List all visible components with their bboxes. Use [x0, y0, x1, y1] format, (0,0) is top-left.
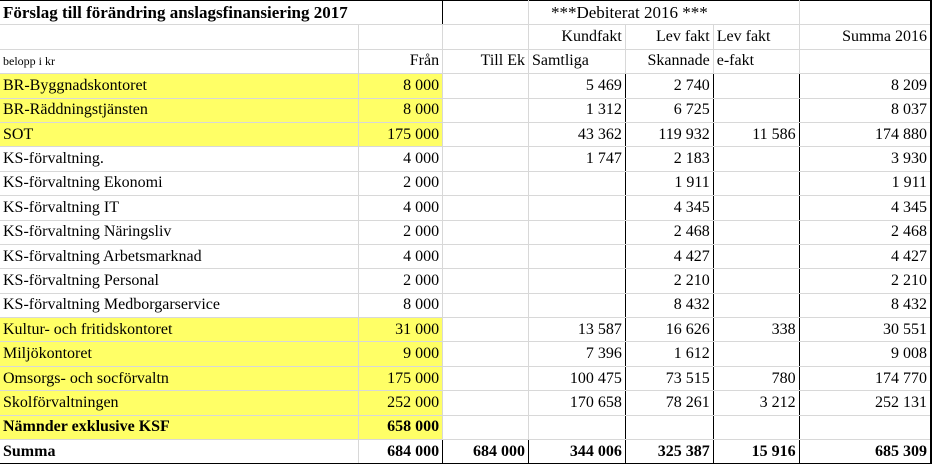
row-name-cell[interactable]: KS-förvaltning Näringsliv: [0, 220, 359, 244]
kundfakt-cell[interactable]: 5 469: [528, 74, 625, 98]
fran-cell[interactable]: 2 000: [359, 220, 443, 244]
fran-cell[interactable]: 658 000: [359, 415, 443, 439]
total-levfakt-e-cell[interactable]: 15 916: [713, 440, 799, 464]
levfakt-skann-cell[interactable]: 1 911: [625, 171, 713, 195]
row-name-cell[interactable]: KS-förvaltning Arbetsmarknad: [0, 244, 359, 268]
kundfakt-cell[interactable]: [528, 171, 625, 195]
fran-cell[interactable]: 4 000: [359, 147, 443, 171]
kundfakt-cell[interactable]: 170 658: [528, 391, 625, 415]
summa-cell[interactable]: 174 880: [799, 122, 931, 146]
summa-cell[interactable]: 8 209: [799, 74, 931, 98]
till-ek-cell[interactable]: [443, 269, 529, 293]
fran-cell[interactable]: 9 000: [359, 342, 443, 366]
levfakt-e-cell[interactable]: 3 212: [713, 391, 799, 415]
row-name-cell[interactable]: KS-förvaltning Personal: [0, 269, 359, 293]
table-row: [0, 269, 931, 293]
levfakt-skann-cell[interactable]: 2 183: [625, 147, 713, 171]
fran-cell[interactable]: 31 000: [359, 318, 443, 342]
till-ek-cell[interactable]: [443, 196, 529, 220]
kundfakt-cell[interactable]: 13 587: [528, 318, 625, 342]
table-row: [0, 220, 931, 244]
row-name-cell[interactable]: BR-Byggnadskontoret: [0, 74, 359, 98]
empty-cell[interactable]: [0, 25, 359, 49]
levfakt-e-cell[interactable]: [713, 244, 799, 268]
kundfakt-cell[interactable]: 1 747: [528, 147, 625, 171]
kundfakt-cell[interactable]: 1 312: [528, 98, 625, 122]
row-name-cell[interactable]: KS-förvaltning IT: [0, 196, 359, 220]
table-row: [0, 391, 931, 415]
fran-cell[interactable]: 252 000: [359, 391, 443, 415]
levfakt-skann-cell[interactable]: 2 468: [625, 220, 713, 244]
empty-cell[interactable]: [443, 25, 529, 49]
levfakt-skann-cell[interactable]: 73 515: [625, 366, 713, 390]
empty-cell[interactable]: [359, 25, 443, 49]
table-row: [0, 415, 931, 439]
table-row: [0, 147, 931, 171]
levfakt-e-cell[interactable]: [713, 269, 799, 293]
header-row-1: [0, 25, 931, 49]
till-ek-cell[interactable]: [443, 220, 529, 244]
row-name-cell[interactable]: Omsorgs- och socförvaltn: [0, 366, 359, 390]
col-levfakt-e-2: e-fakt: [713, 49, 799, 73]
till-ek-cell[interactable]: [443, 415, 529, 439]
table-row: [0, 293, 931, 317]
summa-cell[interactable]: 4 345: [799, 196, 931, 220]
till-ek-cell[interactable]: [443, 171, 529, 195]
col-fran: Från: [359, 49, 443, 73]
empty-cell[interactable]: [799, 1, 931, 25]
row-name-cell[interactable]: KS-förvaltning.: [0, 147, 359, 171]
kundfakt-cell[interactable]: [528, 415, 625, 439]
levfakt-skann-cell[interactable]: [625, 415, 713, 439]
till-ek-cell[interactable]: [443, 74, 529, 98]
levfakt-skann-cell[interactable]: 6 725: [625, 98, 713, 122]
total-row: [0, 440, 931, 464]
summa-cell[interactable]: 8 037: [799, 98, 931, 122]
table-row: [0, 122, 931, 146]
summa-cell[interactable]: 9 008: [799, 342, 931, 366]
till-ek-cell[interactable]: [443, 293, 529, 317]
levfakt-e-cell[interactable]: 11 586: [713, 122, 799, 146]
empty-cell[interactable]: [443, 1, 529, 25]
fran-cell[interactable]: 2 000: [359, 269, 443, 293]
unit-label: belopp i kr: [0, 49, 359, 73]
till-ek-cell[interactable]: [443, 342, 529, 366]
fran-cell[interactable]: 4 000: [359, 196, 443, 220]
kundfakt-cell[interactable]: 7 396: [528, 342, 625, 366]
col-kundfakt-2: Samtliga: [528, 49, 625, 73]
col-levfakt-e-1: Lev fakt: [713, 25, 799, 49]
levfakt-e-cell[interactable]: 338: [713, 318, 799, 342]
fran-cell[interactable]: 4 000: [359, 244, 443, 268]
fran-cell[interactable]: 175 000: [359, 122, 443, 146]
total-kundfakt-cell[interactable]: 344 006: [528, 440, 625, 464]
row-name-cell[interactable]: SOT: [0, 122, 359, 146]
kundfakt-cell[interactable]: [528, 196, 625, 220]
table-row: [0, 342, 931, 366]
summa-cell[interactable]: 174 770: [799, 366, 931, 390]
col-till-ek: Till Ek: [443, 49, 529, 73]
levfakt-e-cell[interactable]: [713, 171, 799, 195]
row-name-cell[interactable]: Miljökontoret: [0, 342, 359, 366]
till-ek-cell[interactable]: [443, 318, 529, 342]
kundfakt-cell[interactable]: 100 475: [528, 366, 625, 390]
summa-cell[interactable]: [799, 415, 931, 439]
levfakt-skann-cell[interactable]: 4 427: [625, 244, 713, 268]
table-row: [0, 74, 931, 98]
fran-cell[interactable]: 8 000: [359, 293, 443, 317]
col-kundfakt-1: Kundfakt: [528, 25, 625, 49]
row-name-cell[interactable]: Skolförvaltningen: [0, 391, 359, 415]
row-name-cell[interactable]: Kultur- och fritidskontoret: [0, 318, 359, 342]
summa-cell[interactable]: 30 551: [799, 318, 931, 342]
levfakt-skann-cell[interactable]: 4 345: [625, 196, 713, 220]
table-row: [0, 171, 931, 195]
summa-cell[interactable]: 1 911: [799, 171, 931, 195]
levfakt-e-cell[interactable]: [713, 196, 799, 220]
levfakt-skann-cell[interactable]: 78 261: [625, 391, 713, 415]
summa-cell[interactable]: 252 131: [799, 391, 931, 415]
total-till-cell[interactable]: 684 000: [443, 440, 529, 464]
row-name-cell[interactable]: KS-förvaltning Ekonomi: [0, 171, 359, 195]
levfakt-skann-cell[interactable]: 1 612: [625, 342, 713, 366]
col-levfakt-skann-2: Skannade: [625, 49, 713, 73]
till-ek-cell[interactable]: [443, 147, 529, 171]
summa-cell[interactable]: 4 427: [799, 244, 931, 268]
levfakt-e-cell[interactable]: [713, 74, 799, 98]
row-name-cell[interactable]: Nämnder exklusive KSF: [0, 415, 359, 439]
table-row: [0, 244, 931, 268]
summa-cell[interactable]: 3 930: [799, 147, 931, 171]
till-ek-cell[interactable]: [443, 122, 529, 146]
fran-cell[interactable]: 2 000: [359, 171, 443, 195]
till-ek-cell[interactable]: [443, 366, 529, 390]
kundfakt-cell[interactable]: [528, 293, 625, 317]
table-row: [0, 98, 931, 122]
summa-cell[interactable]: 8 432: [799, 293, 931, 317]
kundfakt-cell[interactable]: [528, 269, 625, 293]
header-row-2: [0, 49, 931, 73]
levfakt-skann-cell[interactable]: 2 740: [625, 74, 713, 98]
total-summa-cell[interactable]: 685 309: [799, 440, 931, 464]
col-summa: Summa 2016: [799, 25, 931, 49]
kundfakt-cell[interactable]: [528, 244, 625, 268]
levfakt-e-cell[interactable]: [713, 220, 799, 244]
summa-cell[interactable]: 2 210: [799, 269, 931, 293]
fran-cell[interactable]: 8 000: [359, 98, 443, 122]
total-levfakt-skann-cell[interactable]: 325 387: [625, 440, 713, 464]
fran-cell[interactable]: 175 000: [359, 366, 443, 390]
till-ek-cell[interactable]: [443, 98, 529, 122]
levfakt-skann-cell[interactable]: 16 626: [625, 318, 713, 342]
levfakt-e-cell[interactable]: [713, 98, 799, 122]
levfakt-e-cell[interactable]: 780: [713, 366, 799, 390]
debiterat-header: ***Debiterat 2016 ***: [528, 1, 799, 25]
col-levfakt-skann-1: Lev fakt: [625, 25, 713, 49]
levfakt-e-cell[interactable]: [713, 147, 799, 171]
empty-cell[interactable]: [799, 49, 931, 73]
sheet-title: Förslag till förändring anslagsfinansiering 2017: [0, 1, 443, 25]
summa-cell[interactable]: 2 468: [799, 220, 931, 244]
kundfakt-cell[interactable]: 43 362: [528, 122, 625, 146]
levfakt-e-cell[interactable]: [713, 342, 799, 366]
title-row: [0, 1, 931, 25]
levfakt-skann-cell[interactable]: 8 432: [625, 293, 713, 317]
levfakt-skann-cell[interactable]: 119 932: [625, 122, 713, 146]
fran-cell[interactable]: 8 000: [359, 74, 443, 98]
total-label-cell[interactable]: Summa: [0, 440, 359, 464]
table-row: [0, 318, 931, 342]
till-ek-cell[interactable]: [443, 244, 529, 268]
table-row: [0, 196, 931, 220]
total-fran-cell[interactable]: 684 000: [359, 440, 443, 464]
levfakt-e-cell[interactable]: [713, 415, 799, 439]
levfakt-skann-cell[interactable]: 2 210: [625, 269, 713, 293]
levfakt-e-cell[interactable]: [713, 293, 799, 317]
till-ek-cell[interactable]: [443, 391, 529, 415]
table-row: [0, 366, 931, 390]
row-name-cell[interactable]: BR-Räddningstjänsten: [0, 98, 359, 122]
row-name-cell[interactable]: KS-förvaltning Medborgarservice: [0, 293, 359, 317]
kundfakt-cell[interactable]: [528, 220, 625, 244]
